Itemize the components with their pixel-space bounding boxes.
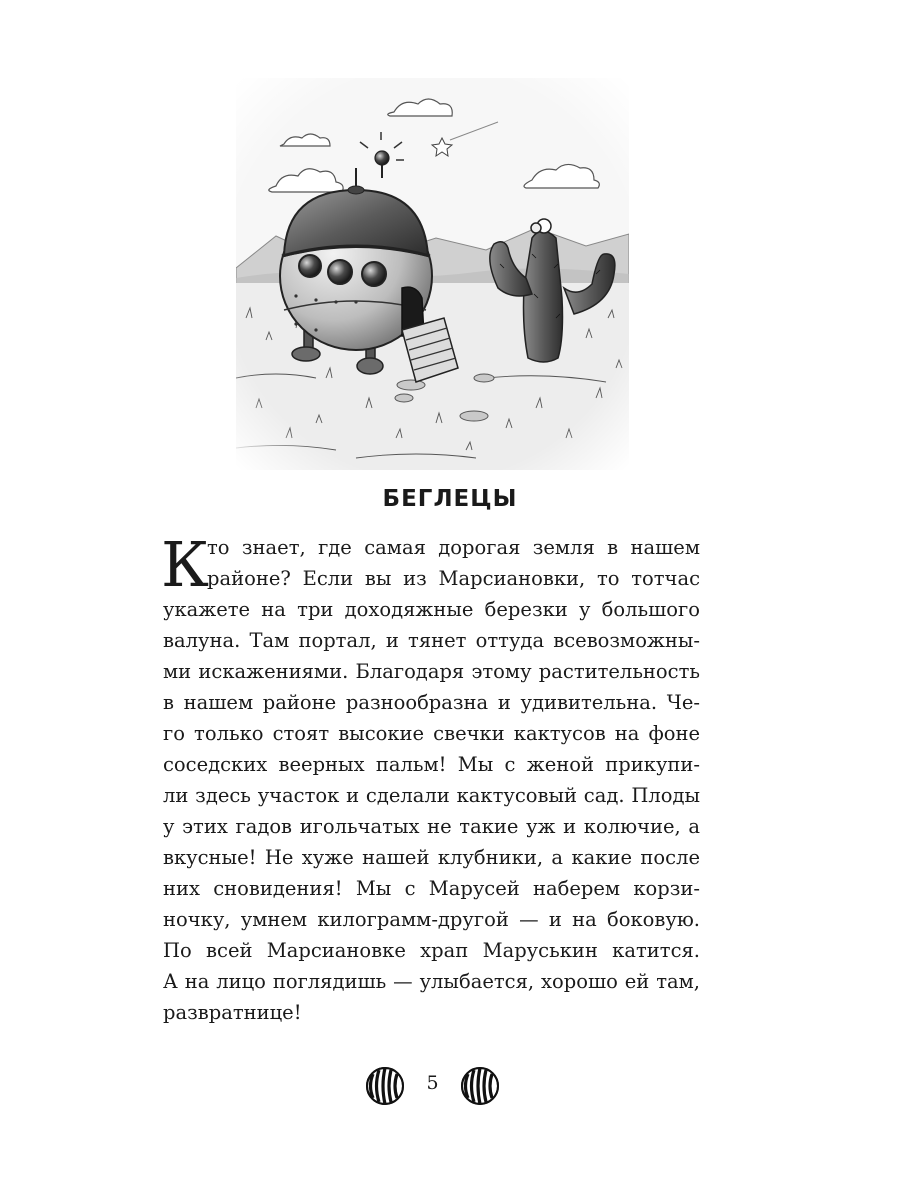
text-line: А на лицо поглядишь — улыбается, хорошо ей там,: [163, 970, 700, 993]
text-line: у этих гадов игольчатых не такие уж и колючие, а: [163, 815, 700, 838]
watermelon-icon: [365, 1066, 405, 1106]
text-line: в нашем районе разнообразна и удивительна. Че-: [163, 691, 700, 714]
text-line: укажете на три доходяжные березки у большого: [163, 598, 700, 621]
watermelon-icon: [460, 1066, 500, 1106]
text-line: го только стоят высокие свечки кактусов на фоне: [163, 722, 700, 745]
text-line: районе? Если вы из Марсиановки, то тотчас: [207, 567, 700, 590]
text-line: ми искажениями. Благодаря этому растительность: [163, 660, 700, 683]
page-footer: [0, 1066, 900, 1106]
chapter-title: БЕГЛЕЦЫ: [382, 486, 518, 512]
text-line: развратнице!: [163, 1001, 302, 1024]
text-line: соседских веерных пальм! Мы с женой прикупи-: [163, 753, 700, 776]
text-line: ночку, умнем килограмм-другой — и на боковую.: [163, 908, 700, 931]
text-line: вкусные! Не хуже нашей клубники, а какие после: [163, 846, 700, 869]
text-line: ли здесь участок и сделали кактусовый сад. Плоды: [163, 784, 700, 807]
text-line: то знает, где самая дорогая земля в нашем: [207, 536, 700, 559]
body-text: [161, 528, 700, 1028]
text-line: них сновидения! Мы с Марусей наберем корзи-: [163, 877, 700, 900]
drop-cap: К: [161, 528, 209, 601]
page-number: 5: [426, 1072, 439, 1094]
text-line: По всей Марсиановке храп Маруськин катится.: [163, 939, 700, 962]
text-line: валуна. Там портал, и тянет оттуда всевозможны-: [163, 629, 700, 652]
chapter-illustration: [236, 78, 629, 470]
